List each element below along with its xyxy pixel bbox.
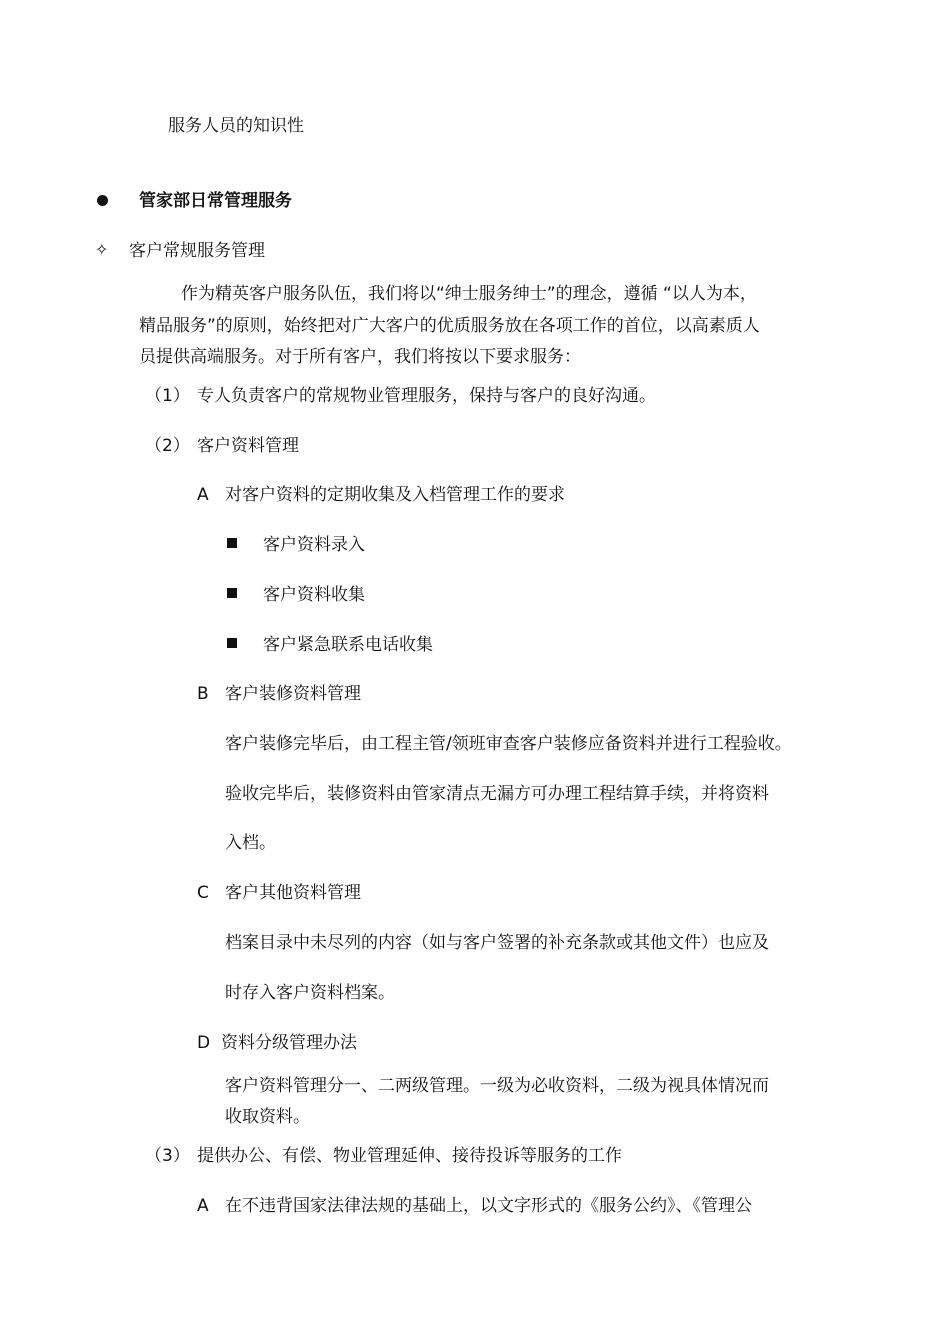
subheading: 客户常规服务管理 xyxy=(129,241,265,261)
square-bullet-icon xyxy=(227,638,237,648)
item-number: （3） xyxy=(145,1146,190,1166)
sub-heading: 资料分级管理办法 xyxy=(221,1033,357,1053)
intro-paragraph-line-2: 精品服务”的原则，始终把对广大客户的优质服务放在各项工作的首位，以高素质人 xyxy=(139,316,760,336)
square-bullet-icon xyxy=(227,588,237,598)
sub-letter: C xyxy=(197,883,209,903)
body-line: 客户资料管理分一、二两级管理。一级为必收资料，二级为视具体情况而 xyxy=(225,1076,769,1096)
sub-letter: A xyxy=(197,485,209,505)
section-heading: 管家部日常管理服务 xyxy=(139,191,292,211)
body-line: 档案目录中未尽列的内容（如与客户签署的补充条款或其他文件）也应及 xyxy=(225,933,769,953)
list-item: 客户资料收集 xyxy=(263,585,365,605)
item-text: 专人负责客户的常规物业管理服务，保持与客户的良好沟通。 xyxy=(197,386,656,406)
body-line: 验收完毕后，装修资料由管家清点无漏方可办理工程结算手续，并将资料 xyxy=(225,784,769,804)
body-line: 时存入客户资料档案。 xyxy=(225,983,395,1003)
item-text: 提供办公、有偿、物业管理延伸、接待投诉等服务的工作 xyxy=(197,1146,622,1166)
intro-paragraph-line-3: 员提供高端服务。对于所有客户，我们将按以下要求服务： xyxy=(139,347,581,367)
intro-line: 服务人员的知识性 xyxy=(168,116,304,136)
item-text: 客户资料管理 xyxy=(197,436,299,456)
sub-letter: A xyxy=(197,1196,209,1216)
sub-heading: 客户其他资料管理 xyxy=(225,883,361,903)
item-number: （1） xyxy=(145,386,190,406)
list-item: 客户资料录入 xyxy=(263,535,365,555)
bullet-dot-icon xyxy=(97,195,108,206)
four-point-star-icon: ✧ xyxy=(95,240,109,259)
sub-heading: 客户装修资料管理 xyxy=(225,684,361,704)
list-item: 客户紧急联系电话收集 xyxy=(263,635,433,655)
sub-letter: B xyxy=(197,684,209,704)
body-line: 入档。 xyxy=(225,833,276,853)
sub-letter: D xyxy=(197,1033,211,1053)
sub-heading: 在不违背国家法律法规的基础上，以文字形式的《服务公约》、《管理公 xyxy=(225,1196,752,1216)
square-bullet-icon xyxy=(227,538,237,548)
intro-paragraph-line-1: 作为精英客户服务队伍，我们将以“绅士服务绅士”的理念，遵循 “以人为本， xyxy=(181,284,757,304)
item-number: （2） xyxy=(145,436,190,456)
sub-heading: 对客户资料的定期收集及入档管理工作的要求 xyxy=(225,485,565,505)
body-line: 收取资料。 xyxy=(225,1107,310,1127)
body-line: 客户装修完毕后，由工程主管/领班审查客户装修应备资料并进行工程验收。 xyxy=(225,734,792,754)
